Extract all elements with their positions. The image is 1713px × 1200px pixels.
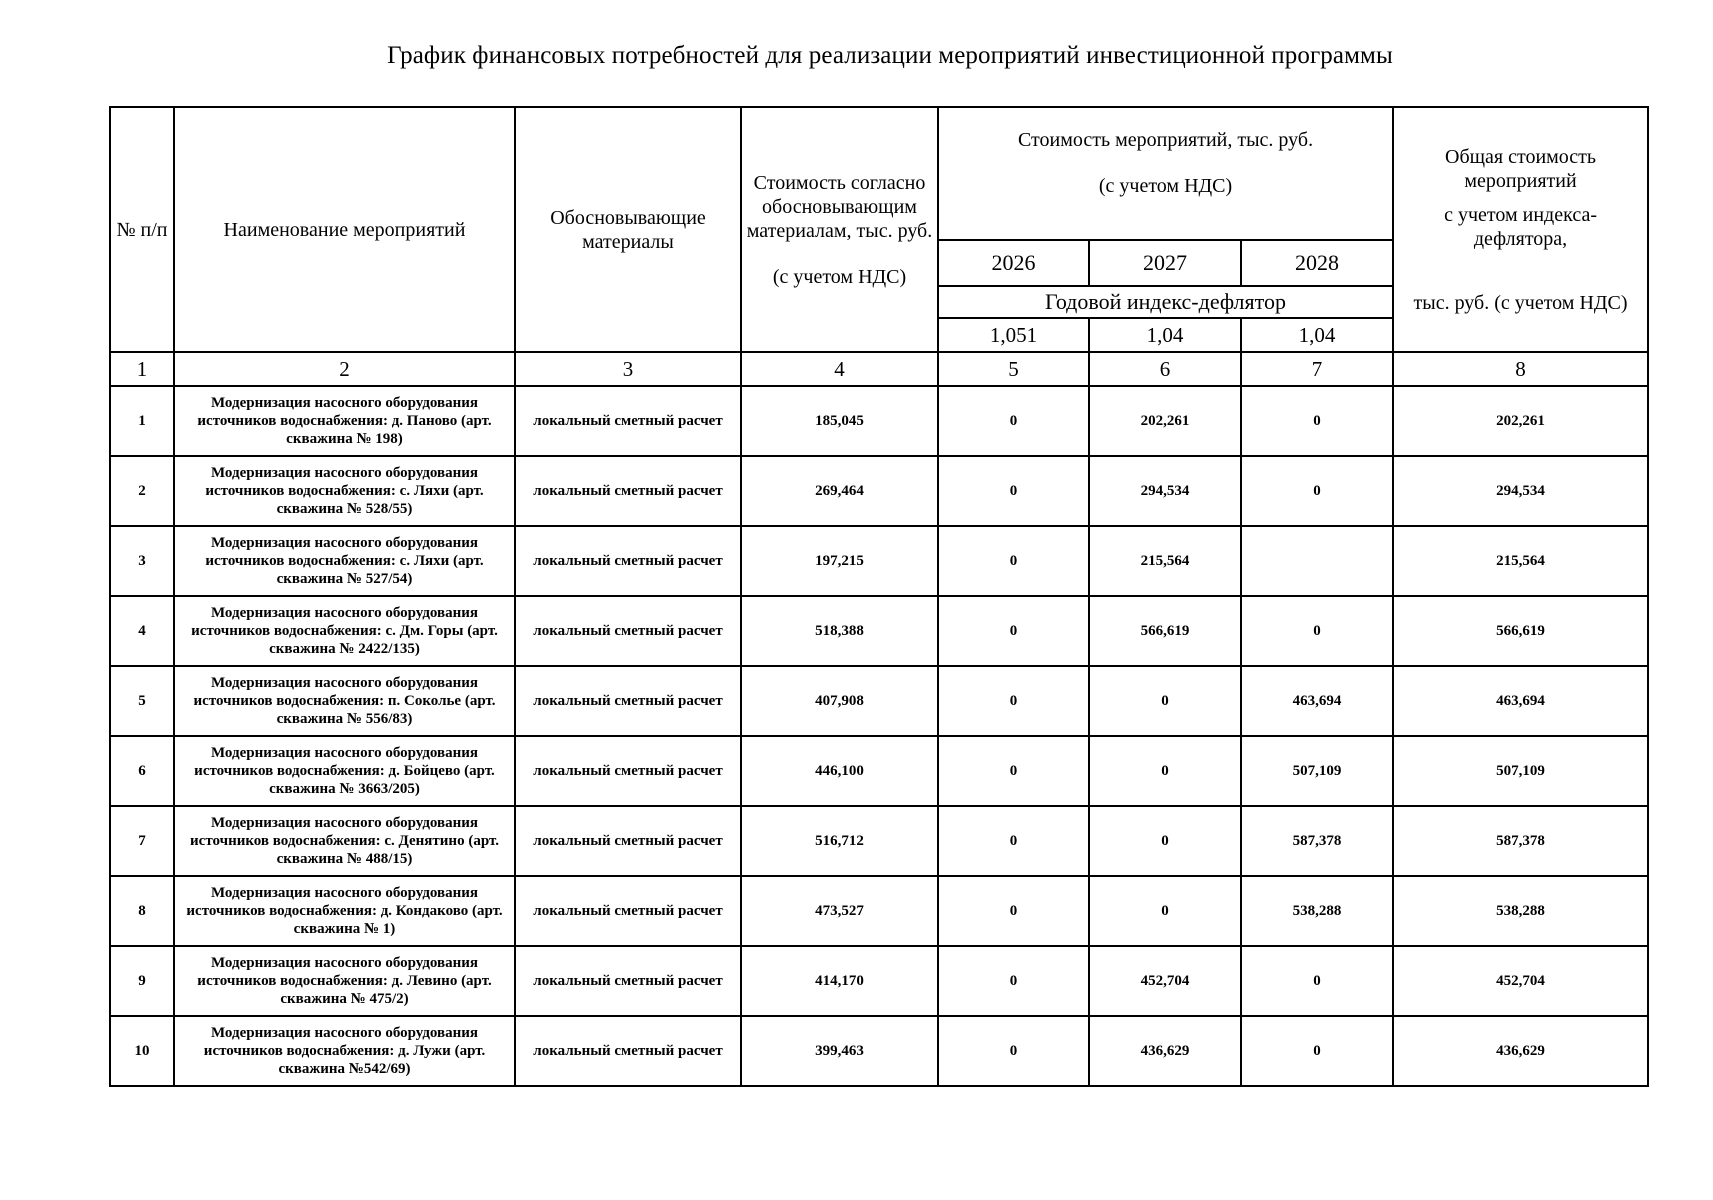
row-cost-by-basis: 407,908 <box>741 666 938 736</box>
row-total-cost: 452,704 <box>1393 946 1648 1016</box>
row-cost-2026: 0 <box>938 946 1089 1016</box>
row-cost-2027: 452,704 <box>1089 946 1241 1016</box>
header-total-cost <box>1393 107 1648 352</box>
row-total-cost: 463,694 <box>1393 666 1648 736</box>
row-cost-2027: 566,619 <box>1089 596 1241 666</box>
row-basis-materials: локальный сметный расчет <box>515 596 741 666</box>
row-cost-2026: 0 <box>938 526 1089 596</box>
header-cost-by-basis-main: Стоимость согласно обосновывающим материалам, тыс. руб. <box>746 171 933 242</box>
row-event-name: Модернизация насосного оборудования источников водоснабжения: с. Ляхи (арт. скважина № 528/55) <box>174 456 515 526</box>
table-row <box>110 736 1648 806</box>
row-cost-2026: 0 <box>938 806 1089 876</box>
row-basis-materials: локальный сметный расчет <box>515 876 741 946</box>
row-cost-2026: 0 <box>938 666 1089 736</box>
row-cost-2027: 0 <box>1089 806 1241 876</box>
table-row <box>110 806 1648 876</box>
row-cost-2028: 507,109 <box>1241 736 1393 806</box>
column-number: 4 <box>741 352 938 386</box>
header-deflator-label: Годовой индекс-дефлятор <box>938 286 1393 318</box>
deflator-2026: 1,051 <box>938 318 1089 352</box>
row-cost-2027: 0 <box>1089 736 1241 806</box>
table-row <box>110 946 1648 1016</box>
header-cost-by-basis <box>741 107 938 352</box>
row-basis-materials: локальный сметный расчет <box>515 806 741 876</box>
row-cost-2026: 0 <box>938 876 1089 946</box>
table-row <box>110 456 1648 526</box>
header-total-cost-line3: тыс. руб. (с учетом НДС) <box>1413 291 1628 314</box>
row-cost-2026: 0 <box>938 386 1089 456</box>
row-number: 8 <box>110 876 174 946</box>
header-basis-materials: Обосновывающие материалы <box>515 107 741 352</box>
row-number: 2 <box>110 456 174 526</box>
row-cost-by-basis: 518,388 <box>741 596 938 666</box>
row-cost-by-basis: 197,215 <box>741 526 938 596</box>
column-number: 6 <box>1089 352 1241 386</box>
document-title: График финансовых потребностей для реализации мероприятий инвестиционной программы <box>387 42 1393 69</box>
row-total-cost: 215,564 <box>1393 526 1648 596</box>
row-total-cost: 294,534 <box>1393 456 1648 526</box>
table-row <box>110 596 1648 666</box>
column-number: 8 <box>1393 352 1648 386</box>
header-number: № п/п <box>110 107 174 352</box>
row-cost-by-basis: 446,100 <box>741 736 938 806</box>
row-number: 7 <box>110 806 174 876</box>
row-number: 4 <box>110 596 174 666</box>
row-number: 5 <box>110 666 174 736</box>
row-cost-2027: 0 <box>1089 666 1241 736</box>
column-number: 2 <box>174 352 515 386</box>
row-cost-2027: 294,534 <box>1089 456 1241 526</box>
row-cost-2028: 0 <box>1241 596 1393 666</box>
row-event-name: Модернизация насосного оборудования источников водоснабжения: с. Дм. Горы (арт. скважина № 2422/135) <box>174 596 515 666</box>
header-year-2028: 2028 <box>1241 240 1393 286</box>
column-number: 7 <box>1241 352 1393 386</box>
row-cost-2027: 0 <box>1089 876 1241 946</box>
row-cost-by-basis: 414,170 <box>741 946 938 1016</box>
row-cost-2028: 0 <box>1241 946 1393 1016</box>
row-basis-materials: локальный сметный расчет <box>515 456 741 526</box>
row-cost-2026: 0 <box>938 596 1089 666</box>
row-cost-2028: 0 <box>1241 456 1393 526</box>
header-year-2027: 2027 <box>1089 240 1241 286</box>
column-number: 5 <box>938 352 1089 386</box>
row-basis-materials: локальный сметный расчет <box>515 736 741 806</box>
table-row <box>110 1016 1648 1086</box>
header-cost-by-basis-vat: (с учетом НДС) <box>772 265 907 288</box>
row-number: 9 <box>110 946 174 1016</box>
row-cost-2026: 0 <box>938 456 1089 526</box>
financial-needs-table <box>109 106 1649 1087</box>
row-cost-by-basis: 473,527 <box>741 876 938 946</box>
column-number: 3 <box>515 352 741 386</box>
row-cost-2027: 202,261 <box>1089 386 1241 456</box>
row-cost-2028: 0 <box>1241 1016 1393 1086</box>
table-row <box>110 666 1648 736</box>
row-event-name: Модернизация насосного оборудования источников водоснабжения: д. Кондаково (арт. скважина № 1) <box>174 876 515 946</box>
row-cost-by-basis: 399,463 <box>741 1016 938 1086</box>
row-number: 6 <box>110 736 174 806</box>
row-basis-materials: локальный сметный расчет <box>515 1016 741 1086</box>
row-event-name: Модернизация насосного оборудования источников водоснабжения: д. Лужи (арт. скважина №542/69) <box>174 1016 515 1086</box>
row-event-name: Модернизация насосного оборудования источников водоснабжения: д. Паново (арт. скважина № 198) <box>174 386 515 456</box>
row-cost-2028: 538,288 <box>1241 876 1393 946</box>
row-cost-2028: 587,378 <box>1241 806 1393 876</box>
row-total-cost: 436,629 <box>1393 1016 1648 1086</box>
deflator-2027: 1,04 <box>1089 318 1241 352</box>
row-basis-materials: локальный сметный расчет <box>515 666 741 736</box>
row-cost-by-basis: 516,712 <box>741 806 938 876</box>
header-event-name: Наименование мероприятий <box>174 107 515 352</box>
row-event-name: Модернизация насосного оборудования источников водоснабжения: с. Денятино (арт. скважина № 488/15) <box>174 806 515 876</box>
column-number: 1 <box>110 352 174 386</box>
row-total-cost: 202,261 <box>1393 386 1648 456</box>
row-cost-by-basis: 269,464 <box>741 456 938 526</box>
header-total-cost-line1: Общая стоимость мероприятий <box>1445 145 1597 192</box>
row-basis-materials: локальный сметный расчет <box>515 946 741 1016</box>
table-row <box>110 526 1648 596</box>
header-event-cost <box>938 107 1393 240</box>
row-total-cost: 538,288 <box>1393 876 1648 946</box>
row-event-name: Модернизация насосного оборудования источников водоснабжения: д. Бойцево (арт. скважина № 3663/205) <box>174 736 515 806</box>
header-event-cost-main: Стоимость мероприятий, тыс. руб. <box>1017 129 1314 151</box>
row-total-cost: 587,378 <box>1393 806 1648 876</box>
row-cost-2026: 0 <box>938 1016 1089 1086</box>
row-cost-2028 <box>1241 526 1393 596</box>
table-row <box>110 386 1648 456</box>
row-total-cost: 507,109 <box>1393 736 1648 806</box>
row-number: 1 <box>110 386 174 456</box>
row-number: 10 <box>110 1016 174 1086</box>
header-total-cost-line2: с учетом индекса-дефлятора, <box>1444 203 1597 250</box>
row-basis-materials: локальный сметный расчет <box>515 526 741 596</box>
row-cost-2028: 463,694 <box>1241 666 1393 736</box>
column-number-row <box>110 352 1648 386</box>
row-cost-2028: 0 <box>1241 386 1393 456</box>
row-cost-2026: 0 <box>938 736 1089 806</box>
deflator-2028: 1,04 <box>1241 318 1393 352</box>
row-total-cost: 566,619 <box>1393 596 1648 666</box>
row-event-name: Модернизация насосного оборудования источников водоснабжения: п. Соколье (арт. скважина № 556/83) <box>174 666 515 736</box>
row-number: 3 <box>110 526 174 596</box>
header-event-cost-vat: (с учетом НДС) <box>1098 175 1233 197</box>
row-cost-2027: 436,629 <box>1089 1016 1241 1086</box>
header-year-2026: 2026 <box>938 240 1089 286</box>
row-basis-materials: локальный сметный расчет <box>515 386 741 456</box>
row-cost-by-basis: 185,045 <box>741 386 938 456</box>
row-cost-2027: 215,564 <box>1089 526 1241 596</box>
table-row <box>110 876 1648 946</box>
row-event-name: Модернизация насосного оборудования источников водоснабжения: д. Левино (арт. скважина № 475/2) <box>174 946 515 1016</box>
row-event-name: Модернизация насосного оборудования источников водоснабжения: с. Ляхи (арт. скважина № 527/54) <box>174 526 515 596</box>
